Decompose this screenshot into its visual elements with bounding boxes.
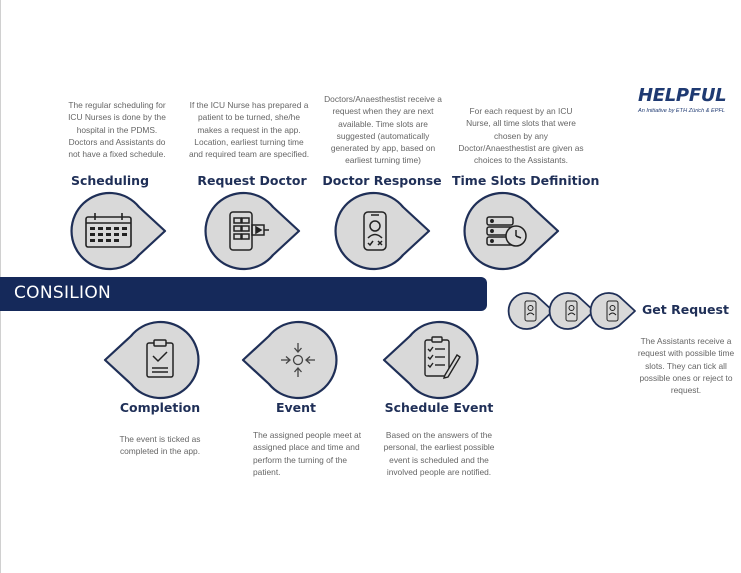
request-doctor-title: Request Doctor [197, 173, 307, 188]
get-request-step-1 [512, 292, 554, 330]
scheduling-step [70, 192, 166, 272]
consilion-label: CONSILION [14, 283, 112, 303]
doctor-response-title: Doctor Response [322, 173, 442, 188]
logo-tagline: An Initiative by ETH Zürich & EPFL [638, 108, 726, 114]
event-step [242, 321, 338, 401]
time-slots-step [463, 192, 559, 272]
completion-description: The event is ticked as completed in the app. [119, 434, 201, 457]
schedule-event-title: Schedule Event [384, 400, 494, 415]
request-doctor-step [204, 192, 300, 272]
schedule-event-description: Based on the answers of the personal, the earliest possible event is scheduled and the involved people are notified. [383, 430, 495, 477]
get-request-step-2 [553, 292, 595, 330]
get-request-step-3 [594, 292, 636, 330]
schedule-event-step [383, 321, 479, 401]
time-slots-title: Time Slots Definition [452, 173, 600, 188]
scheduling-description: The regular scheduling for ICU Nurses is done by the hospital in the PDMS. Doctors and Assistants do not have a fixed schedule. [68, 100, 166, 160]
consilion-bar [0, 277, 487, 311]
doctor-response-description: Doctors/Anaesthestist receive a request when they are next available. Time slots are suggested (automatically generated by app, based on earliest turning time) [324, 94, 442, 166]
scheduling-title: Scheduling [70, 173, 150, 188]
doctor-response-step [334, 192, 430, 272]
completion-title: Completion [119, 400, 201, 415]
logo-name: HELPFUL [638, 85, 727, 106]
event-description: The assigned people meet at assigned place and time and perform the turning of the patient. [253, 430, 362, 477]
event-title: Event [275, 400, 317, 415]
logo [638, 86, 734, 114]
time-slots-description: For each request by an ICU Nurse, all time slots that were chosen by any Doctor/Anaesthestist are given as choices to the Assistants. [458, 106, 584, 166]
get-request-title: Get Request [642, 302, 729, 317]
get-request-description: The Assistants receive a request with possible time slots. They can tick all possible ones or reject to request. [637, 336, 735, 396]
completion-step [104, 321, 200, 401]
request-doctor-description: If the ICU Nurse has prepared a patient to be turned, she/he makes a request in the app. Location, earliest turning time and required team are specified. [188, 100, 310, 160]
